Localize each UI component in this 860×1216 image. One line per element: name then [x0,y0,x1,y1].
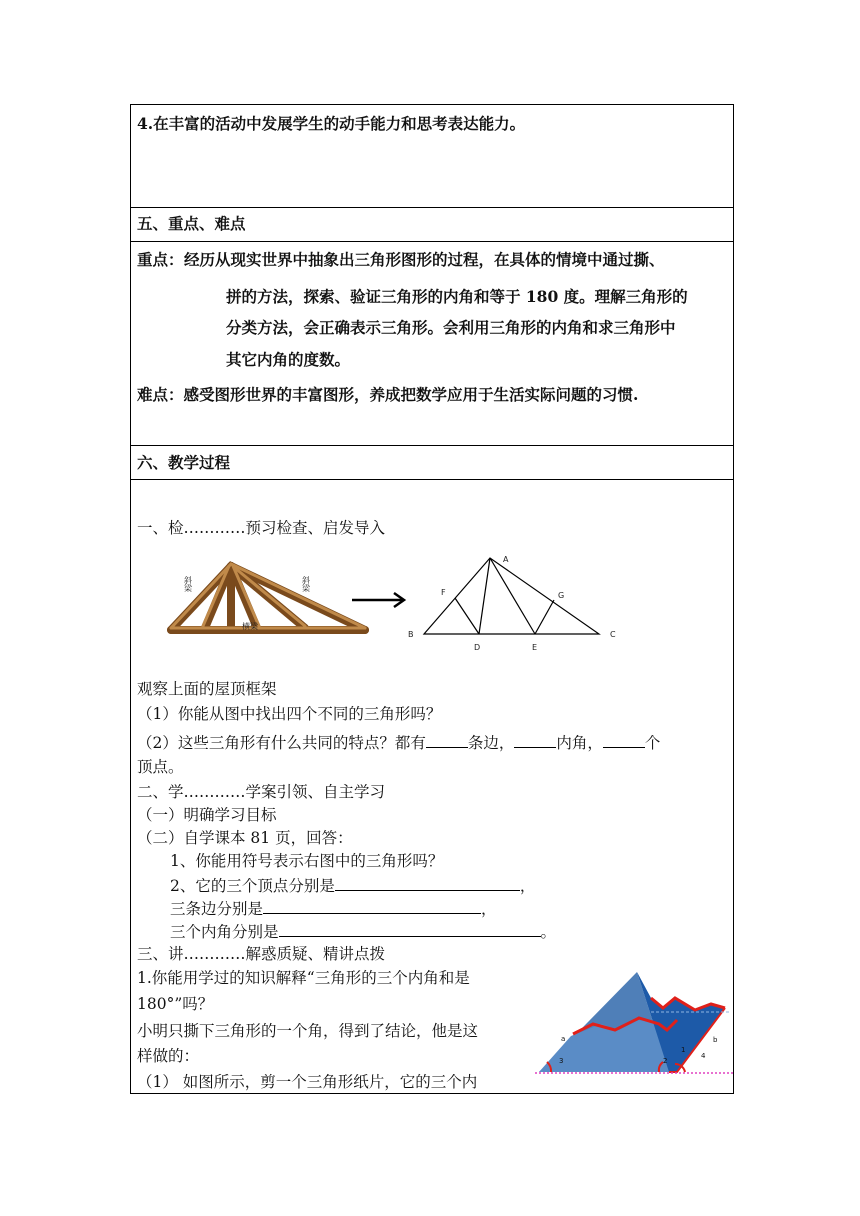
observe-text: 观察上面的屋顶框架 [137,680,277,698]
row-divider [130,445,734,446]
answer-blank[interactable] [514,731,556,748]
angle-label-4: 4 [701,1052,706,1060]
vertex-label-A: A [503,555,509,564]
angle-label-1: 1 [681,1046,686,1054]
answer-blank[interactable] [263,897,481,914]
explain-line: 样做的： [137,1047,200,1065]
triangle-diagram [400,550,625,655]
side-label-a: a [561,1035,566,1043]
explain-line: 180°”吗？ [137,995,214,1013]
angle-label-2: 2 [663,1057,668,1065]
explain-line: 小明只撕下三角形的一个角，得到了结论，他是这 [137,1022,479,1040]
roof-label-bottom: 横梁 [242,622,258,631]
section6-heading: 六、教学过程 [137,453,231,472]
self-study-q2: 2、它的三个顶点分别是 ， [170,874,535,896]
explain-line: 1.你能用学过的知识解释“三角形的三个内角和是 [137,969,470,987]
step1-heading: 一、检…………预习检查、启发导入 [137,519,386,537]
roof-label-left: 斜梁 [183,576,193,592]
vertex-label-G: G [558,591,565,600]
key-points-label: 重点： [137,250,184,269]
angle-label-3: 3 [559,1057,564,1065]
vertex-label-C: C [610,630,616,639]
answer-blank[interactable] [603,731,645,748]
question-1: （1）你能从图中找出四个不同的三角形吗？ [137,705,442,723]
question-2-tail: 顶点。 [137,758,184,776]
side-label-b: b [713,1036,718,1044]
self-study-q1: 1、你能用符号表示右图中的三角形吗？ [170,852,444,870]
vertex-label-B: B [408,630,414,639]
key-points-line: 其它内角的度数。 [226,350,351,369]
roof-labels [180,566,320,636]
roof-label-right: 斜梁 [301,576,311,592]
answer-blank[interactable] [279,920,541,937]
difficulty-text: 难点：感受图形世界的丰富图形，养成把数学应用于生活实际问题的习惯. [137,385,639,404]
row-divider [130,241,734,242]
key-points-line: 经历从现实世界中抽象出三角形图形的过程，在具体的情境中通过撕、 [184,250,665,269]
self-study-q3: 三条边分别是 ， [170,897,497,919]
step3-heading: 三、讲…………解惑质疑、精讲点拨 [137,945,386,963]
torn-triangle-diagram [535,968,735,1078]
explain-line: （1） 如图所示，剪一个三角形纸片，它的三个内 [137,1073,478,1091]
vertex-label-F: F [441,588,446,597]
step2-heading: 二、学…………学案引领、自主学习 [137,783,386,801]
key-points-line: 分类方法，会正确表示三角形。会利用三角形的内角和求三角形中 [226,318,676,337]
row-divider [130,207,734,208]
row-divider [130,479,734,480]
self-study-q4: 三个内角分别是 。 [170,920,556,942]
vertex-label-D: D [474,643,481,652]
goal-heading: （一）明确学习目标 [137,806,277,824]
answer-blank[interactable] [335,874,520,891]
objective-item-4: 4.在丰富的活动中发展学生的动手能力和思考表达能力。 [137,114,526,133]
question-2: （2）这些三角形有什么共同的特点？都有 条边， 内角， 个 [137,731,660,753]
key-points-line: 拼的方法，探索、验证三角形的内角和等于 180 度。理解三角形的 [226,287,688,306]
self-study-heading: （二）自学课本 81 页，回答： [137,829,353,847]
answer-blank[interactable] [426,731,468,748]
vertex-label-E: E [532,643,538,652]
section5-heading: 五、重点、难点 [137,214,246,233]
